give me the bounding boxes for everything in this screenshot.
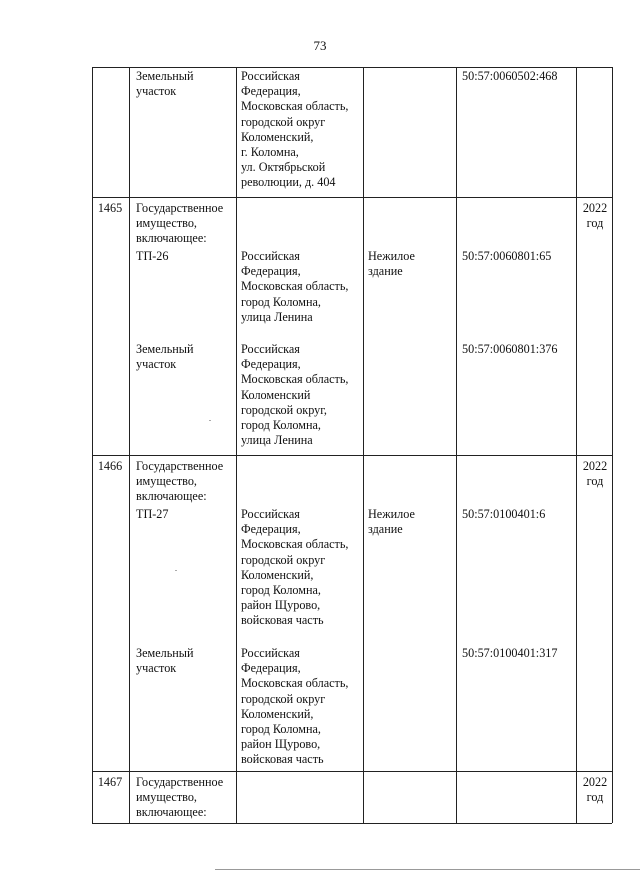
page-number: 73	[313, 38, 327, 53]
cell-name: Государственное имущество, включающее:	[136, 775, 224, 820]
cell-address: Российская Федерация, Московская область, городской округ Коломенский, город Коломна, район Щурово, войсковая часть	[241, 646, 349, 767]
cell-number: 1467	[97, 775, 123, 789]
table-col-divider	[236, 67, 237, 823]
cell-object-type: Нежилое здание	[368, 507, 415, 537]
cell-number: 1465	[97, 201, 123, 215]
cell-name: Земельный участок	[136, 646, 194, 676]
cell-cadastral-number: 50:57:0060502:468	[462, 69, 558, 83]
table-col-divider	[129, 67, 130, 823]
cell-address: Российская Федерация, Московская область, город Коломна, улица Ленина	[241, 249, 349, 324]
cell-cadastral-number: 50:57:0060801:376	[462, 342, 558, 356]
table-border-top	[92, 67, 612, 68]
property-table	[92, 67, 612, 823]
cell-year: 2022 год	[582, 459, 608, 489]
table-col-divider	[576, 67, 577, 823]
table-row-divider	[92, 455, 612, 456]
cell-address: Российская Федерация, Московская область, Коломенский городской округ, город Коломна, улица Ленина	[241, 342, 349, 448]
scan-edge-line	[215, 869, 640, 870]
scan-artifact-dot	[209, 420, 211, 421]
cell-year: 2022 год	[582, 201, 608, 231]
cell-address: Российская Федерация, Московская область, городской округ Коломенский, г. Коломна, ул. Октябрьской революции, д. 404	[241, 69, 349, 190]
cell-cadastral-number: 50:57:0060801:65	[462, 249, 552, 263]
cell-address: Российская Федерация, Московская область, городской округ Коломенский, город Коломна, район Щурово, войсковая часть	[241, 507, 349, 628]
cell-name: Государственное имущество, включающее:	[136, 459, 224, 504]
cell-cadastral-number: 50:57:0100401:317	[462, 646, 558, 660]
cell-name: ТП-26	[136, 249, 169, 263]
cell-cadastral-number: 50:57:0100401:6	[462, 507, 546, 521]
scan-artifact-dot	[175, 570, 177, 571]
cell-number: 1466	[97, 459, 123, 473]
cell-name: Земельный участок	[136, 342, 194, 372]
cell-object-type: Нежилое здание	[368, 249, 415, 279]
table-border-bottom	[92, 823, 612, 824]
cell-name: Государственное имущество, включающее:	[136, 201, 224, 246]
cell-year: 2022 год	[582, 775, 608, 805]
table-border-right	[612, 67, 613, 823]
cell-name: Земельный участок	[136, 69, 194, 99]
table-border-left	[92, 67, 93, 823]
cell-name: ТП-27	[136, 507, 169, 521]
table-row-divider	[92, 771, 612, 772]
table-col-divider	[456, 67, 457, 823]
table-row-divider	[92, 197, 612, 198]
